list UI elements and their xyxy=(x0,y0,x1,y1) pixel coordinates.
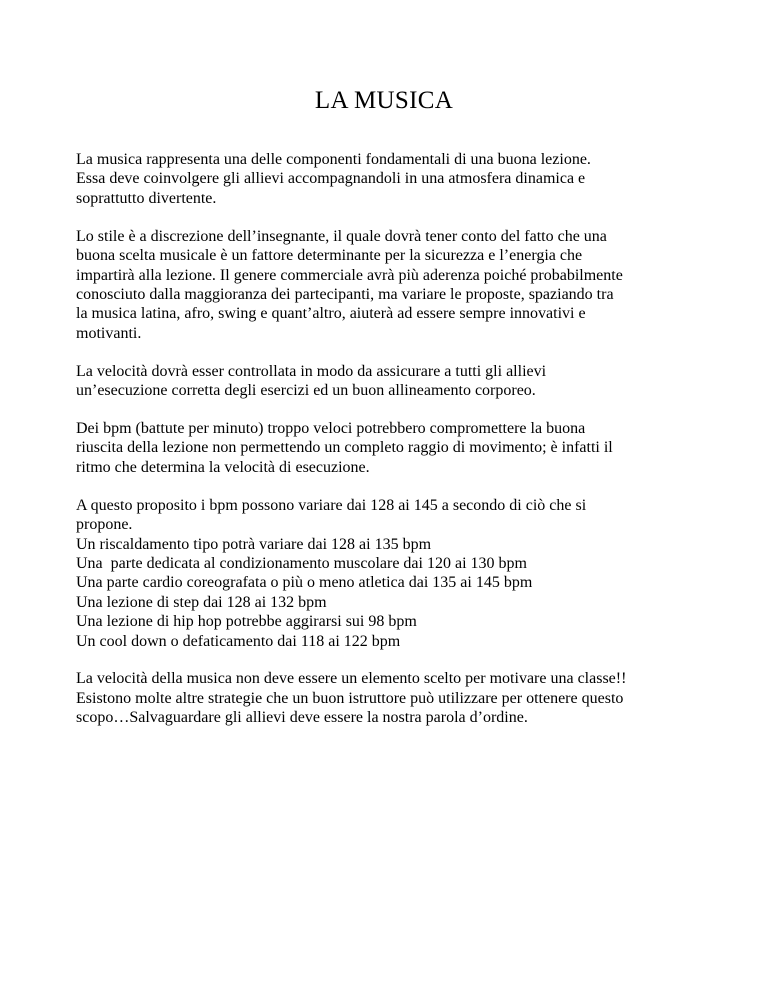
text-line: buona scelta musicale è un fattore determinante per la sicurezza e l’energia che xyxy=(76,247,583,265)
text-line: soprattutto divertente. xyxy=(76,189,217,207)
text-line: La velocità della musica non deve essere un elemento scelto per motivare una classe!! xyxy=(76,670,627,688)
document-body xyxy=(76,150,716,746)
bpm-range-line: Una lezione di step dai 128 ai 132 bpm xyxy=(76,593,327,611)
text-line: conosciuto dalla maggioranza dei partecipanti, ma variare le proposte, spaziando tra xyxy=(76,285,614,303)
text-line: impartirà alla lezione. Il genere commerciale avrà più aderenza poiché probabilmente xyxy=(76,266,623,284)
text-line: ritmo che determina la velocità di esecuzione. xyxy=(76,458,370,476)
text-line: la musica latina, afro, swing e quant’altro, aiuterà ad essere sempre innovativi e xyxy=(76,305,586,323)
document-title: LA MUSICA xyxy=(314,87,454,114)
paragraph-speed xyxy=(76,362,716,401)
bpm-range-line: Una parte dedicata al condizionamento muscolare dai 120 ai 130 bpm xyxy=(76,554,527,572)
paragraph-style xyxy=(76,227,716,343)
text-line: Essa deve coinvolgere gli allievi accompagnandoli in una atmosfera dinamica e xyxy=(76,170,586,188)
text-line: riuscita della lezione non permettendo un completo raggio di movimento; è infatti il xyxy=(76,439,613,457)
text-line: motivanti. xyxy=(76,324,142,342)
bpm-range-line: Un cool down o defaticamento dai 118 ai 122 bpm xyxy=(76,632,401,650)
text-line: propone. xyxy=(76,516,133,534)
paragraph-conclusion xyxy=(76,669,716,727)
text-line: A questo proposito i bpm possono variare dai 128 ai 145 a secondo di ciò che si xyxy=(76,496,587,514)
text-line: un’esecuzione corretta degli esercizi ed un buon allineamento corporeo. xyxy=(76,382,536,400)
text-line: La musica rappresenta una delle componenti fondamentali di una buona lezione. xyxy=(76,151,591,168)
paragraph-intro xyxy=(76,150,716,208)
text-line: Dei bpm (battute per minuto) troppo veloci potrebbero compromettere la buona xyxy=(76,419,586,437)
bpm-range-line: Una lezione di hip hop potrebbe aggirarsi sui 98 bpm xyxy=(76,613,417,631)
text-line: Lo stile è a discrezione dell’insegnante, il quale dovrà tener conto del fatto che una xyxy=(76,227,607,245)
paragraph-bpm-ranges xyxy=(76,496,716,651)
text-line: Esistono molte altre strategie che un buon istruttore può utilizzare per ottenere questo xyxy=(76,689,624,707)
paragraph-bpm-risk xyxy=(76,419,716,477)
text-line: La velocità dovrà esser controllata in modo da assicurare a tutti gli allievi xyxy=(76,362,547,380)
bpm-range-line: Una parte cardio coreografata o più o meno atletica dai 135 ai 145 bpm xyxy=(76,574,533,592)
bpm-range-line: Un riscaldamento tipo potrà variare dai 128 ai 135 bpm xyxy=(76,535,432,553)
text-line: scopo…Salvaguardare gli allievi deve essere la nostra parola d’ordine. xyxy=(76,709,528,727)
